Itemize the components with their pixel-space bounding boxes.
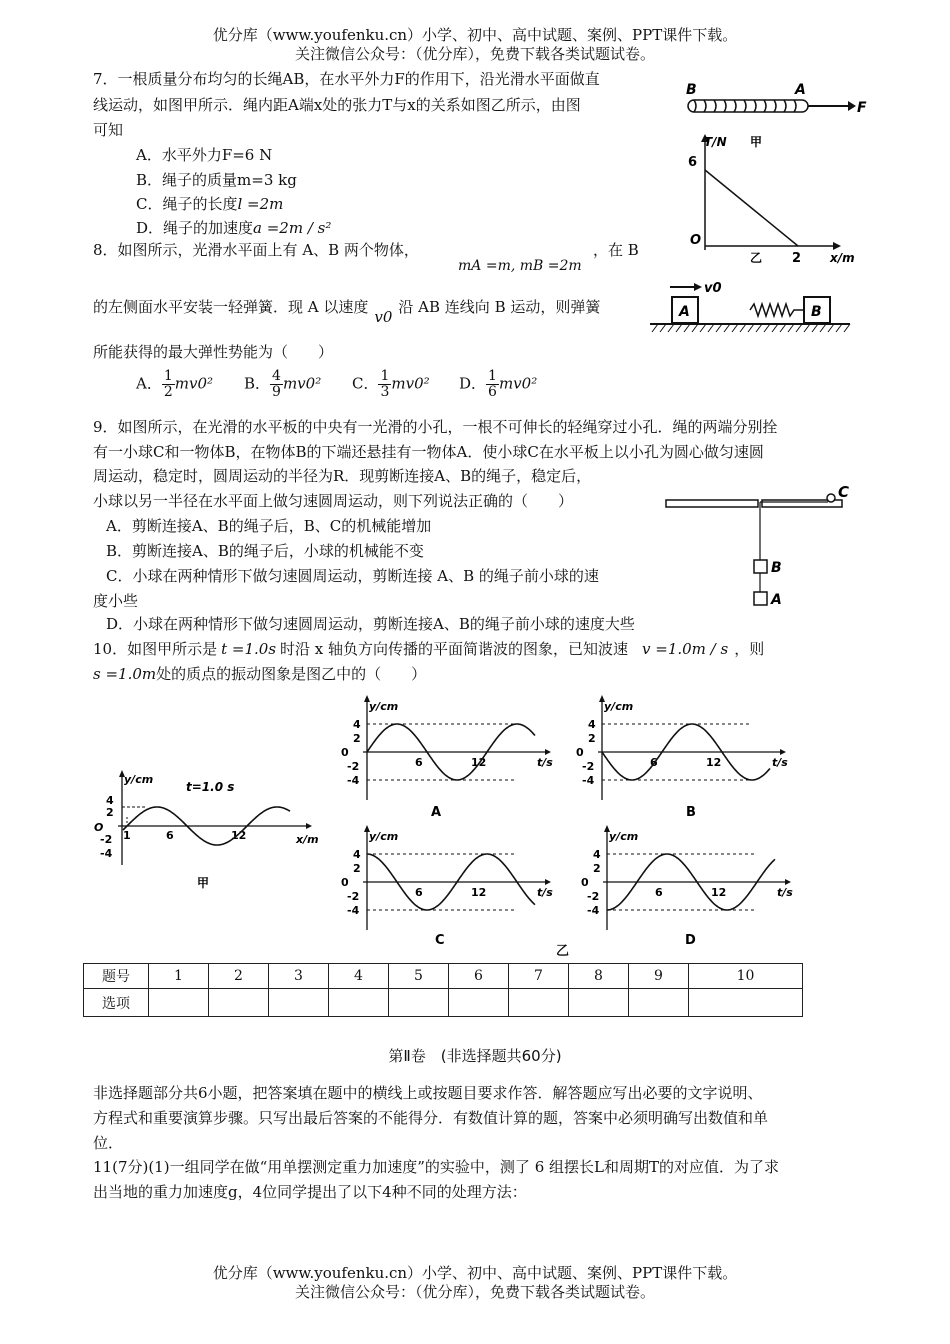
figure-q10-a [335,690,555,825]
jia-ytick-neg4: -4 [100,847,113,860]
fig7-title: 甲 [750,135,763,149]
rope [688,100,856,112]
fig7-label-b: B [686,82,697,98]
option-tlabel: t/s [772,756,788,769]
q7-option-c: C．绳子的长度l =2m [136,195,284,213]
q11-line-2: 出当地的重力加速度g，4位同学提出了以下4种不同的处理方法： [93,1183,527,1201]
option-tick-4: 4 [593,848,601,861]
jia-xtick-12: 12 [231,829,247,842]
board-left [666,500,758,507]
fig8-block-a-label: A [679,304,690,320]
answer-number-cell: 5 [389,964,449,989]
answer-table [83,963,803,1017]
ball-c [827,494,835,502]
q9-line-2: 有一小球C和一物体B，在物体B的下端还悬挂有一物体A．使小球C在水平板上以小孔为圆心做匀速圆 [93,443,764,461]
caption-d: D [685,933,696,948]
q7-line-3: 可知 [93,121,124,139]
option-tick-x12: 12 [706,756,722,769]
jia-ytick-4: 4 [106,794,114,807]
jia-xtick-1: 1 [123,829,131,842]
q7-option-d: D．绳子的加速度a =2m / s² [136,219,332,237]
jia-xlabel: x/m [296,833,319,846]
footer-line-2: 关注微信公众号：（优分库），免费下载各类试题试卷。 [294,1283,655,1301]
part2-title: 第Ⅱ卷 (非选择题共60分) [388,1047,562,1065]
jia-time: t=1.0 s [186,780,235,794]
answer-row1-label: 题号 [84,964,149,989]
fig7-xtick-2: 2 [792,251,802,266]
jia-ytick-2: 2 [106,806,114,819]
q7-line-1: 7．一根质量分布均匀的长绳AB，在水平外力F的作用下，沿光滑水平面做直 [93,70,600,88]
answer-input-cell[interactable] [209,989,269,1017]
q8-line-1-end: ，在 B [593,241,639,259]
figure-q10-c [335,820,555,955]
option-tick-4: 4 [353,848,361,861]
q10-line-2: s =1.0m处的质点的振动图象是图乙中的（ ） [93,665,427,683]
option-tick-2: 2 [353,862,361,875]
answer-number-cell: 3 [269,964,329,989]
fig7-caption: 乙 [750,251,763,265]
option-tick-x12: 12 [711,886,727,899]
part2-intro-3: 位． [93,1134,124,1152]
q8-option-d: D． $\frac{1}{6}$ mv0² [459,368,538,400]
q7-option-a: A．水平外力F=6 N [136,146,273,164]
figure-q10-jia [90,765,330,895]
option-tick-neg2: -2 [347,890,360,903]
q7-option-b: B．绳子的质量m=3 kg [136,171,297,189]
q8-option-b: B． $\frac{4}{9}$ mv0² [244,368,322,400]
option-ylabel: y/cm [369,830,399,843]
fig9-label-c: C [838,483,850,501]
option-tick-x12: 12 [471,886,487,899]
fig8-block-b-label: B [811,304,822,320]
option-tick-2: 2 [353,732,361,745]
q9-option-c-2: 度小些 [93,592,139,610]
answer-input-cell[interactable] [569,989,629,1017]
q8-line-2: 的左侧面水平安装一轻弹簧．现 A 以速度v0沿 AB 连线向 B 运动，则弹簧 [93,298,601,326]
answer-table-answer-row [84,989,803,1017]
answer-input-cell[interactable] [389,989,449,1017]
option-ylabel: y/cm [369,700,399,713]
option-tick-neg4: -4 [587,904,600,917]
fig7-tension-line [705,170,798,246]
jia-origin: O [94,821,104,834]
fig7-label-a: A [795,82,806,98]
option-tick-neg4: -4 [347,904,360,917]
q9-line-3: 周运动，稳定时，圆周运动的半径为R．现剪断连接A、B的绳子，稳定后， [93,467,592,485]
spring [750,304,804,316]
option-tick-0: 0 [341,876,349,889]
option-tlabel: t/s [537,886,553,899]
caption-c: C [435,933,445,948]
fig7-origin: O [690,233,702,248]
answer-number-cell: 1 [149,964,209,989]
caption-a: A [431,805,442,820]
jia-caption: 甲 [197,876,210,890]
header-line-2: 关注微信公众号：（优分库），免费下载各类试题试卷。 [294,45,655,63]
fig7-ylabel: T/N [704,135,727,149]
answer-row2-label: 选项 [84,989,149,1017]
option-tick-x6: 6 [415,886,423,899]
option-tick-x6: 6 [655,886,663,899]
fig9-label-b: B [771,560,782,576]
option-tick-x12: 12 [471,756,487,769]
answer-input-cell[interactable] [449,989,509,1017]
option-tick-4: 4 [588,718,596,731]
fig7-ytick-6: 6 [688,155,698,170]
option-tlabel: t/s [777,886,793,899]
answer-input-cell[interactable] [629,989,689,1017]
option-tick-2: 2 [588,732,596,745]
answer-input-cell[interactable] [329,989,389,1017]
option-tick-neg2: -2 [347,760,360,773]
q9-option-a: A．剪断连接A、B的绳子后，B、C的机械能增加 [106,517,432,535]
fig7-label-f: F [857,100,867,116]
answer-number-cell: 7 [509,964,569,989]
jia-ylabel: y/cm [124,773,154,786]
q11-line-1: 11(7分)(1)一组同学在做“用单摆测定重力加速度”的实验中，测了 6 组摆长L和周期T的对应值．为了求 [93,1158,779,1176]
caption-b: B [686,805,696,820]
answer-number-cell: 8 [569,964,629,989]
header-line-1: 优分库（www.youfenku.cn）小学、初中、高中试题、案例、PPT课件下载。 [212,26,738,44]
option-ylabel: y/cm [609,830,639,843]
footer-line-1: 优分库（www.youfenku.cn）小学、初中、高中试题、案例、PPT课件下载。 [212,1264,738,1282]
q10-line-1: 10．如图甲所示是 t =1.0s 时沿 x 轴负方向传播的平面简谐波的图象，已知波速 v =1.0m / s ，则 [93,640,765,658]
option-tick-neg2: -2 [582,760,595,773]
fig7-xlabel: x/m [830,251,855,265]
option-tick-neg4: -4 [582,774,595,787]
option-tick-0: 0 [576,746,584,759]
option-tick-4: 4 [353,718,361,731]
q8-option-c: C． $\frac{1}{3}$ mv0² [352,368,430,400]
q9-option-b: B．剪断连接A、B的绳子后，小球的机械能不变 [106,542,424,560]
figure-q7 [680,78,870,268]
q9-line-1: 9．如图所示，在光滑的水平板的中央有一光滑的小孔，一根不可伸长的轻绳穿过小孔．绳的两端分别拴 [93,418,778,436]
q8-line-3: 所能获得的最大弹性势能为（ ） [93,343,334,361]
object-a [754,592,767,605]
option-tick-x6: 6 [650,756,658,769]
answer-number-cell: 6 [449,964,509,989]
figure-q10-d [575,820,805,955]
jia-ytick-neg2: -2 [100,833,113,846]
figure-q9 [660,480,860,615]
option-tlabel: t/s [537,756,553,769]
answer-number-cell: 10 [689,964,803,989]
answer-number-cell: 9 [629,964,689,989]
q7-line-2: 线运动，如图甲所示．绳内距A端x处的张力T与x的关系如图乙所示，由图 [93,96,581,114]
option-tick-neg2: -2 [587,890,600,903]
fig8-v0: v0 [704,281,722,296]
answer-number-cell: 4 [329,964,389,989]
option-tick-2: 2 [593,862,601,875]
part2-intro-1: 非选择题部分共6小题，把答案填在题中的横线上或按题目要求作答．解答题应写出必要的文字说明、 [93,1084,763,1102]
q8-line-1: 8．如图所示，光滑水平面上有 A、B 两个物体， [93,241,419,259]
answer-table-header-row [84,964,803,989]
figure-q8 [648,278,858,338]
figure-q10-b [570,690,800,825]
option-tick-neg4: -4 [347,774,360,787]
q8-option-a: A． $\frac{1}{2}$ mv0² [136,368,214,400]
answer-input-cell[interactable] [149,989,209,1017]
fig9-label-a: A [771,592,782,608]
option-ylabel: y/cm [604,700,634,713]
q9-option-c-1: C．小球在两种情形下做匀速圆周运动，剪断连接 A、B 的绳子前小球的速 [106,567,599,585]
fig10-yi-caption: 乙 [556,944,570,959]
option-tick-x6: 6 [415,756,423,769]
part2-intro-2: 方程式和重要演算步骤。只写出最后答案的不能得分．有数值计算的题，答案中必须明确写出数值和单 [93,1109,769,1127]
jia-xtick-6: 6 [166,829,174,842]
option-tick-0: 0 [581,876,589,889]
answer-input-cell[interactable] [689,989,803,1017]
q8-mass-expression: mA =m, mB =2m [458,258,582,274]
option-tick-0: 0 [341,746,349,759]
object-b [754,560,767,573]
q9-option-d: D．小球在两种情形下做匀速圆周运动，剪断连接A、B的绳子前小球的速度大些 [106,615,635,633]
answer-number-cell: 2 [209,964,269,989]
q9-line-4: 小球以另一半径在水平面上做匀速圆周运动，则下列说法正确的（ ） [93,492,574,510]
answer-input-cell[interactable] [269,989,329,1017]
answer-input-cell[interactable] [509,989,569,1017]
